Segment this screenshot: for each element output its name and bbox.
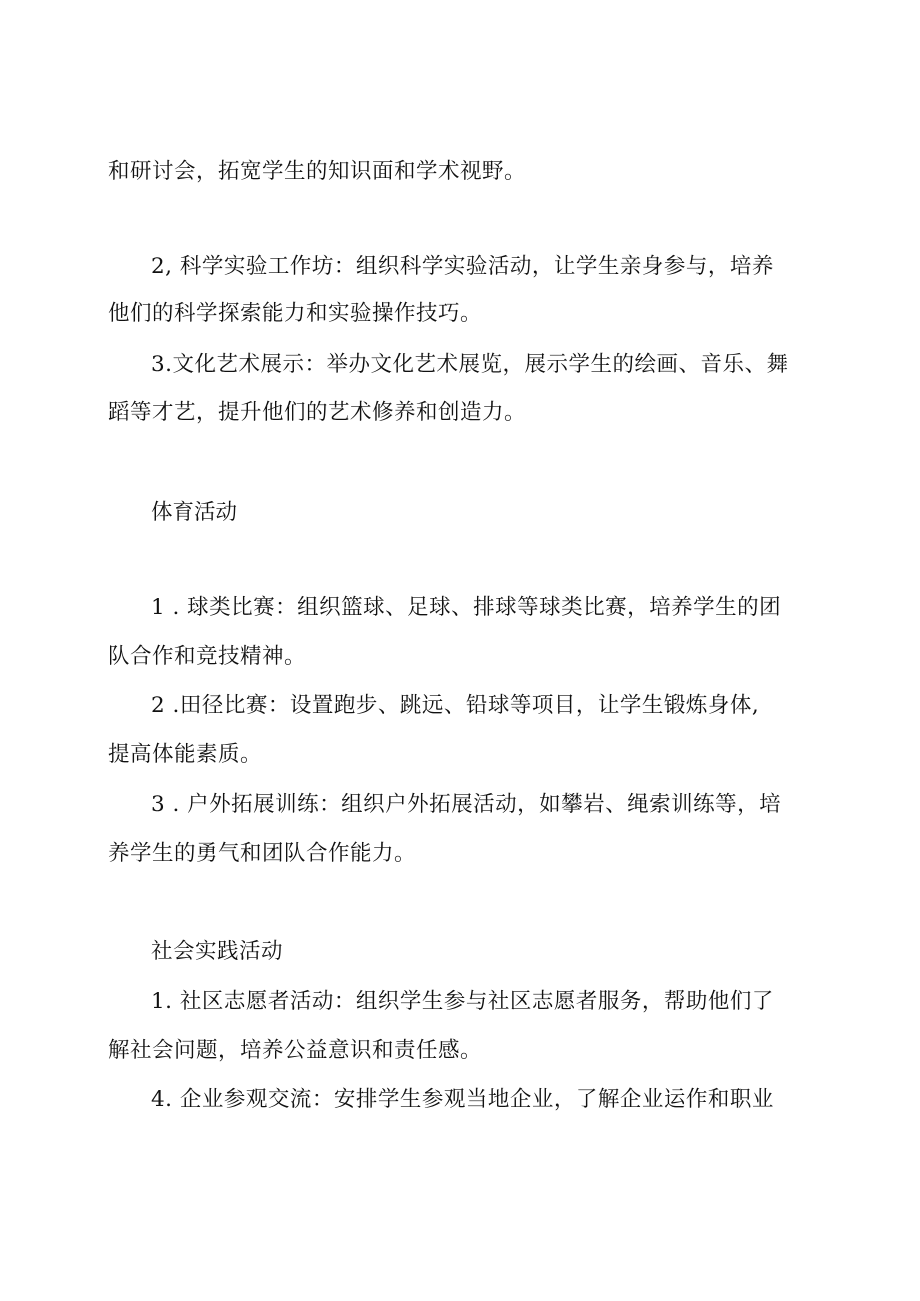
paragraph-line: 解社会问题，培养公益意识和责任感。: [108, 1038, 483, 1063]
paragraph-line: 他们的科学探索能力和实验操作技巧。: [108, 301, 483, 326]
list-item-company-visit: 4. 企业参观交流：安排学生参观当地企业，了解企业运作和职业: [151, 1087, 774, 1112]
paragraph-line: 队合作和竞技精神。: [108, 644, 307, 669]
list-item-science-workshop: 2, 科学实验工作坊：组织科学实验活动，让学生亲身参与，培养: [151, 254, 774, 279]
paragraph-line: 蹈等才艺，提升他们的艺术修养和创造力。: [108, 400, 527, 425]
list-item-track-field: 2 .田径比赛：设置跑步、跳远、铅球等项目，让学生锻炼身体,: [151, 693, 760, 718]
list-item-outdoor-training: 3 . 户外拓展训练：组织户外拓展活动，如攀岩、绳索训练等，培: [151, 792, 782, 817]
section-heading-sports: 体育活动: [151, 500, 238, 525]
list-item-ball-games: 1 . 球类比赛：组织篮球、足球、排球等球类比赛，培养学生的团: [151, 595, 782, 620]
section-heading-social-practice: 社会实践活动: [151, 939, 284, 964]
paragraph-line: 提高体能素质。: [108, 742, 263, 767]
paragraph-line: 养学生的勇气和团队合作能力。: [108, 841, 417, 866]
list-item-art-exhibition: 3.文化艺术展示：举办文化艺术展览，展示学生的绘画、音乐、舞: [151, 352, 789, 377]
list-item-volunteer: 1. 社区志愿者活动：组织学生参与社区志愿者服务，帮助他们了: [151, 989, 774, 1014]
paragraph-line: 和研讨会，拓宽学生的知识面和学术视野。: [108, 159, 527, 184]
